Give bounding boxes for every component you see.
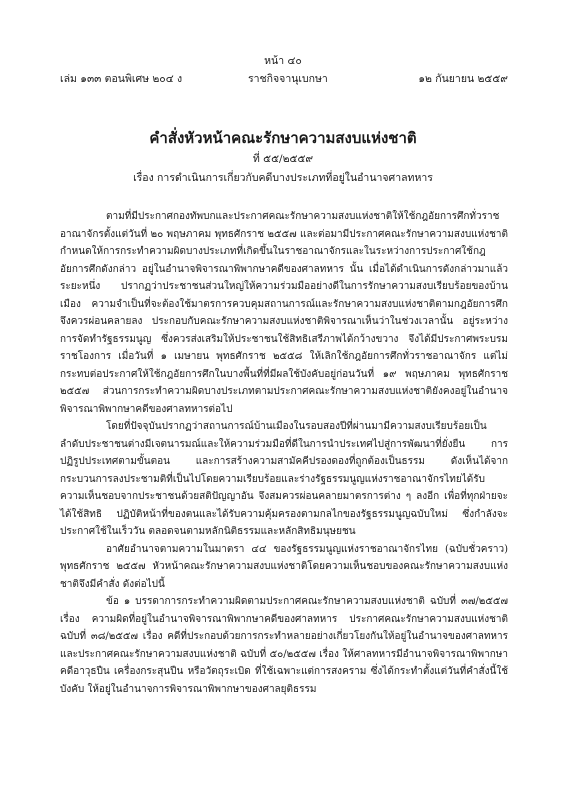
volume-label: เล่ม ๑๓๓ ตอนพิเศษ ๒๐๔ ง [60,73,183,85]
paragraph: โดยที่ปัจจุบันปรากฏว่าสถานการณ์บ้านเมืองในรอบสองปีที่ผ่านมามีความสงบเรียบร้อยเป็นลำดับประชาชนต่างมีเจตนารมณ์และให้ความร่วมมือที่ดีในการนำประเทศไปสู่การพัฒนาที่ยั่งยืน การปฏิรูปประเทศตามขั้นตอน และการสร้างความสามัคคีปรองดองที่ถูกต้องเป็นธรรม ดังเห็นได้จากกระบวนการลงประชามติที่เป็นไปโดยความเรียบร้อยและร่างรัฐธรรมนูญแห่งราชอาณาจักรไทยได้รับความเห็นชอบจากประชาชนด้วยสติปัญญาอัน จึงสมควรผ่อนคลายมาตรการต่าง ๆ ลงอีก เพื่อที่ทุกฝ่ายจะได้ใช้สิทธิ ปฏิบัติหน้าที่ของตนและได้รับความคุ้มครองตามกลไกของรัฐธรรมนูญฉบับใหม่ ซึ่งกำลังจะประกาศใช้ในเร็ววัน ตลอดจนตามหลักนิติธรรมและหลักสิทธิมนุษยชน [60,421,508,537]
paragraph: ข้อ ๑ บรรดาการกระทำความผิดตามประกาศคณะรักษาความสงบแห่งชาติ ฉบับที่ ๓๗/๒๕๕๗ เรื่อง ความผิดที่อยู่ในอำนาจพิจารณาพิพากษาคดีของศาลทหาร ประกาศคณะรักษาความสงบแห่งชาติ ฉบับที่ ๓๘/๒๕๕๗ เรื่อง คดีที่ประกอบด้วยการกระทำหลายอย่างเกี่ยวโยงกันให้อยู่ในอำนาจของศาลทหาร และประกาศคณะรักษาความสงบแห่งชาติ ฉบับที่ ๕๐/๒๕๕๗ เรื่อง ให้ศาลทหารมีอำนาจพิจารณาพิพากษาคดีอาวุธปืน เครื่องกระสุนปืน หรือวัตถุระเบิด ที่ใช้เฉพาะแต่การสงคราม ซึ่งได้กระทำตั้งแต่วันที่คำสั่งนี้ใช้บังคับ ให้อยู่ในอำนาจการพิจารณาพิพากษาของศาลยุติธรรม [60,596,508,695]
page-number: หน้า ๔๐ [264,55,302,67]
paragraph: ตามที่มีประกาศกองทัพบกและประกาศคณะรักษาความสงบแห่งชาติให้ใช้กฎอัยการศึกทั่วราชอาณาจักรตั้งแต่วันที่ ๒๐ พฤษภาคม พุทธศักราช ๒๕๕๗ และต่อมามีประกาศคณะรักษาความสงบแห่งชาติกำหนดให้การกระทำความผิดบางประเภทที่เกิดขึ้นในราชอาณาจักรและในระหว่างการประกาศใช้กฎอัยการศึกดังกล่าว อยู่ในอำนาจพิจารณาพิพากษาคดีของศาลทหาร นั้น เมื่อได้ดำเนินการดังกล่าวมาแล้วระยะหนึ่ง ปรากฏว่าประชาชนส่วนใหญ่ให้ความร่วมมืออย่างดีในการรักษาความสงบเรียบร้อยของบ้านเมือง ความจำเป็นที่จะต้องใช้มาตรการควบคุมสถานการณ์และรักษาความสงบแห่งชาติตามกฎอัยการศึกจึงควรผ่อนคลายลง ประกอบกับคณะรักษาความสงบแห่งชาติพิจารณาเห็นว่าในช่วงเวลานั้น อยู่ระหว่างการจัดทำรัฐธรรมนูญ ซึ่งควรส่งเสริมให้ประชาชนใช้สิทธิเสรีภาพได้กว้างขวาง จึงได้มีประกาศพระบรมราชโองการ เมื่อวันที่ ๑ เมษายน พุทธศักราช ๒๕๕๘ ให้เลิกใช้กฎอัยการศึกทั่วราชอาณาจักร แต่ไม่กระทบต่อประกาศให้ใช้กฎอัยการศึกในบางพื้นที่ที่มีผลใช้บังคับอยู่ก่อนวันที่ ๑๙ พฤษภาคม พุทธศักราช ๒๕๕๗ ส่วนการกระทำความผิดบางประเภทตามประกาศคณะรักษาความสงบแห่งชาติยังคงอยู่ในอำนาจพิจารณาพิพากษาคดีของศาลทหารต่อไป [60,211,508,415]
gazette-header [60,70,508,86]
order-number: ที่ ๕๕/๒๕๕๙ [252,153,314,165]
order-subject: เรื่อง การดำเนินการเกี่ยวกับคดีบางประเภทที่อยู่ในอำนาจศาลทหาร [133,172,433,184]
order-body [60,208,508,698]
gazette-name: ราชกิจจานุเบกษา [248,73,328,85]
publication-date: ๑๒ กันยายน ๒๕๕๙ [418,73,508,85]
paragraph: อาศัยอำนาจตามความในมาตรา ๔๔ ของรัฐธรรมนูญแห่งราชอาณาจักรไทย (ฉบับชั่วคราว) พุทธศักราช ๒๕๕๗ หัวหน้าคณะรักษาความสงบแห่งชาติโดยความเห็นชอบของคณะรักษาความสงบแห่งชาติจึงมีคำสั่ง ดังต่อไปนี้ [60,543,508,590]
order-title: คำสั่งหัวหน้าคณะรักษาความสงบแห่งชาติ [149,129,417,147]
